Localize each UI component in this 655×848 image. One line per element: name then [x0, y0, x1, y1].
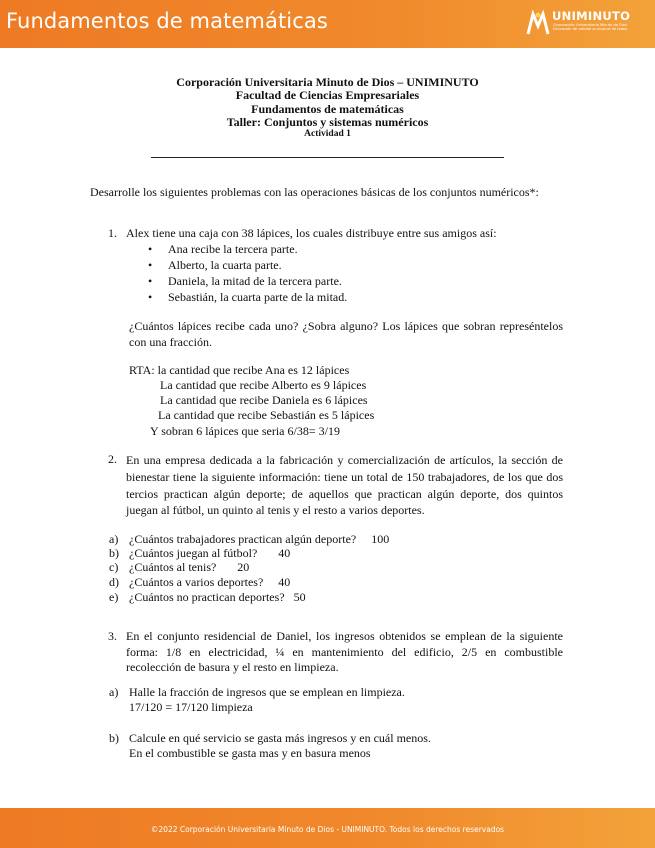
bullet-icon: •: [148, 242, 153, 256]
problem-3-a-answer: 17/120 = 17/120 limpieza: [129, 700, 253, 714]
problem-1-bullet: Daniela, la mitad de la tercera parte.: [168, 274, 342, 288]
workshop-title: Taller: Conjuntos y sistemas numéricos: [226, 114, 429, 129]
problem-2-item: ¿Cuántos trabajadores practican algún deporte? 100: [129, 532, 390, 546]
logo-subtitle: [553, 23, 653, 32]
logo-name: UNIMINUTO: [552, 9, 631, 23]
problem-3-a-text: Halle la fracción de ingresos que se emplean en limpieza.: [129, 685, 405, 699]
problem-1-answer: La cantidad que recibe Daniela es 6 lápices: [160, 393, 368, 407]
problem-2-item-label: a): [109, 532, 119, 546]
problem-2-number: 2.: [108, 452, 117, 466]
problem-2-item-label: e): [109, 590, 119, 604]
footer-copyright: ©2022 Corporación Universitaria Minuto de Dios - UNIMINUTO. Todos los derechos reservados: [150, 825, 505, 834]
problem-1-answer: RTA: la cantidad que recibe Ana es 12 lápices: [129, 363, 350, 377]
logo-subtitle-line1: Corporación Universitaria Minuto de Dios: [553, 23, 627, 27]
logo-icon: [525, 10, 551, 38]
institution-name: Corporación Universitaria Minuto de Dios – UNIMINUTO: [176, 75, 479, 89]
document-header: [0, 76, 655, 140]
problem-1-bullet: Ana recibe la tercera parte.: [168, 242, 298, 256]
problem-3-b-text: Calcule en qué servicio se gasta más ingresos y en cuál menos.: [129, 731, 431, 745]
problem-2-text: En una empresa dedicada a la fabricación y comercialización de artículos, la sección de bienestar tiene la siguiente información: tiene un total de 150 trabajadores, de los que dos tercios practican algún deporte; de aquellos que practican algún deporte, dos quintos juegan al fútbol, un quinto al tenis y el resto a varios deportes.: [126, 453, 563, 518]
problem-3-b-label: b): [109, 731, 119, 745]
header-divider: [151, 157, 504, 158]
bullet-icon: •: [148, 290, 153, 304]
problem-2-item: ¿Cuántos a varios deportes? 40: [129, 575, 291, 589]
problem-2-item-label: d): [109, 575, 119, 589]
problem-1-bullet: Sebastián, la cuarta parte de la mitad.: [168, 290, 348, 304]
problem-1-answer: La cantidad que recibe Sebastián es 5 lápices: [158, 408, 375, 422]
bullet-icon: •: [148, 258, 153, 272]
problem-2-item: ¿Cuántos no practican deportes? 50: [129, 590, 306, 604]
problem-1-answer: Y sobran 6 lápices que seria 6/38= 3/19: [150, 424, 340, 438]
logo-subtitle-line2: Educación de calidad al alcance de todos: [553, 27, 628, 32]
problem-3-text: En el conjunto residencial de Daniel, los ingresos obtenidos se emplean de la siguiente forma: 1/8 en electricidad, ¼ en mantenimiento del edificio, 2/5 en combustible recolección de basura y el resto en limpieza.: [126, 629, 563, 675]
header-title: Fundamentos de matemáticas: [6, 9, 328, 33]
problem-1-bullet: Alberto, la cuarta parte.: [168, 258, 282, 272]
problem-3-number: 3.: [108, 629, 117, 643]
problem-2-item: ¿Cuántos juegan al fútbol? 40: [129, 546, 291, 560]
uniminuto-logo: [525, 8, 653, 40]
problem-1-answer: La cantidad que recibe Alberto es 9 lápices: [160, 378, 367, 392]
problem-1-question: ¿Cuántos lápices recibe cada uno? ¿Sobra alguno? Los lápices que sobran represéntelos con una fracción.: [129, 319, 563, 349]
problem-2-item-label: c): [109, 560, 119, 574]
footer-banner: [0, 808, 655, 848]
problem-3-a-label: a): [109, 685, 119, 699]
header-banner: [0, 0, 655, 48]
problem-3-b-answer: En el combustible se gasta mas y en basura menos: [129, 746, 371, 760]
intro-paragraph: Desarrolle los siguientes problemas con las operaciones básicas de los conjuntos numéricos*:: [90, 185, 539, 199]
bullet-icon: •: [148, 274, 153, 288]
course-name: Fundamentos de matemáticas: [251, 101, 404, 116]
problem-1-number: 1.: [108, 226, 117, 240]
activity-label: Actividad 1: [304, 129, 351, 140]
problem-1-text: Alex tiene una caja con 38 lápices, los cuales distribuye entre sus amigos así:: [126, 226, 497, 240]
problem-2-item: ¿Cuántos al tenis? 20: [129, 560, 250, 574]
faculty-name: Facultad de Ciencias Empresariales: [235, 88, 420, 103]
problem-2-item-label: b): [109, 546, 119, 560]
